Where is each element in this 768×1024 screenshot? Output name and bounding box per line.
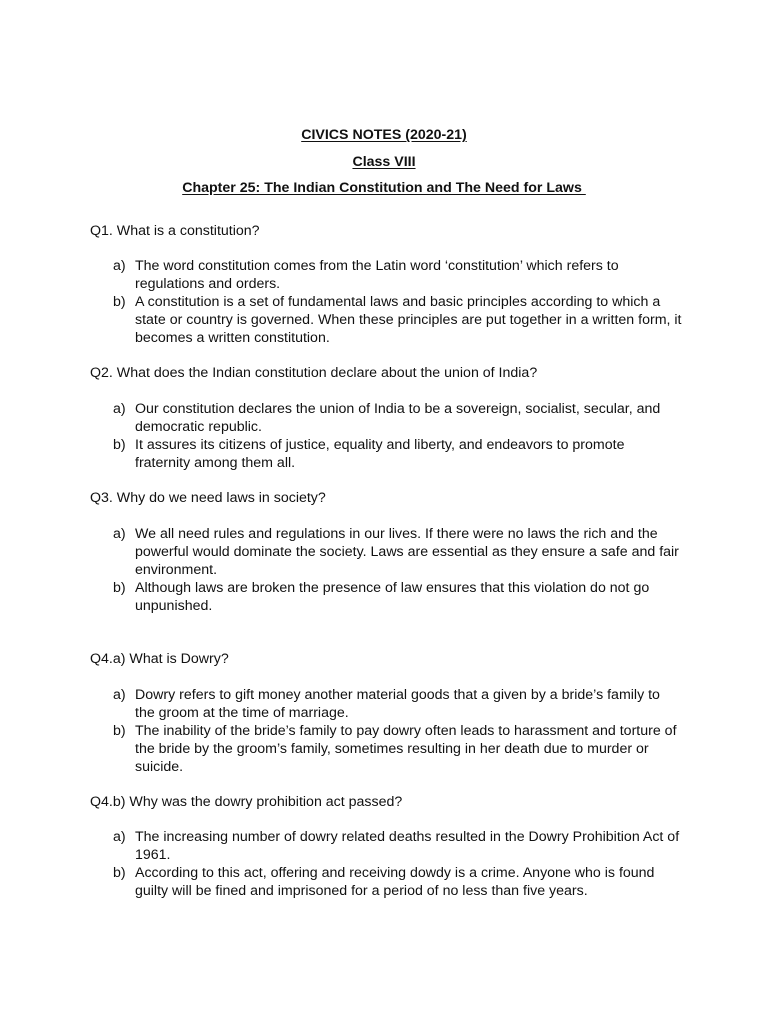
answer-text: The increasing number of dowry related deaths resulted in the Dowry Prohibition Act of 1961. bbox=[135, 829, 680, 863]
question-3: Q3. Why do we need laws in society? bbox=[90, 490, 326, 506]
answer-marker: a) bbox=[113, 687, 126, 703]
answer-text: Our constitution declares the union of India to be a sovereign, socialist, secular, and democratic republic. bbox=[135, 401, 661, 435]
answer-4a-b bbox=[113, 722, 683, 776]
answer-1a bbox=[113, 257, 683, 293]
answer-text: We all need rules and regulations in our lives. If there were no laws the rich and the powerful would dominate the society. Laws are essential as they ensure a safe and fair environment. bbox=[135, 526, 679, 578]
answer-4b-a bbox=[113, 828, 683, 864]
answer-1b bbox=[113, 293, 683, 347]
answer-marker: b) bbox=[113, 723, 126, 739]
answer-text: The word constitution comes from the Latin word ‘constitution’ which refers to regulations and orders. bbox=[135, 258, 619, 292]
answer-text: It assures its citizens of justice, equality and liberty, and endeavors to promote fraternity among them all. bbox=[135, 437, 625, 471]
answer-3b bbox=[113, 579, 683, 615]
answer-marker: b) bbox=[113, 580, 126, 596]
answer-marker: a) bbox=[113, 258, 126, 274]
answer-text: The inability of the bride’s family to pay dowry often leads to harassment and torture of the bride by the groom’s family, sometimes resulting in her death due to murder or suicide. bbox=[135, 723, 677, 775]
answer-text: A constitution is a set of fundamental laws and basic principles according to which a state or country is governed. When these principles are put together in a written form, it becomes a written constitution. bbox=[135, 294, 682, 346]
question-2: Q2. What does the Indian constitution declare about the union of India? bbox=[90, 365, 538, 381]
answer-4a-a bbox=[113, 686, 683, 722]
answer-4b-b bbox=[113, 864, 683, 900]
answer-marker: a) bbox=[113, 526, 126, 542]
answer-3a bbox=[113, 525, 683, 579]
answer-2a bbox=[113, 400, 683, 436]
answer-marker: a) bbox=[113, 829, 126, 845]
question-4a: Q4.a) What is Dowry? bbox=[90, 651, 229, 667]
answer-2b bbox=[113, 436, 683, 472]
class-label: Class VIII bbox=[352, 154, 416, 170]
question-4b: Q4.b) Why was the dowry prohibition act passed? bbox=[90, 794, 403, 810]
answer-marker: b) bbox=[113, 865, 126, 881]
answer-text: Although laws are broken the presence of law ensures that this violation do not go unpunished. bbox=[135, 580, 650, 614]
chapter-title: Chapter 25: The Indian Constitution and The Need for Laws bbox=[182, 180, 586, 196]
answer-marker: b) bbox=[113, 294, 126, 310]
question-1: Q1. What is a constitution? bbox=[90, 223, 260, 239]
answer-marker: a) bbox=[113, 401, 126, 417]
document-title: CIVICS NOTES (2020-21) bbox=[301, 127, 467, 143]
answer-text: According to this act, offering and receiving dowdy is a crime. Anyone who is found guilty will be fined and imprisoned for a period of no less than five years. bbox=[135, 865, 655, 899]
answer-text: Dowry refers to gift money another material goods that a given by a bride’s family to the groom at the time of marriage. bbox=[135, 687, 660, 721]
answer-marker: b) bbox=[113, 437, 126, 453]
